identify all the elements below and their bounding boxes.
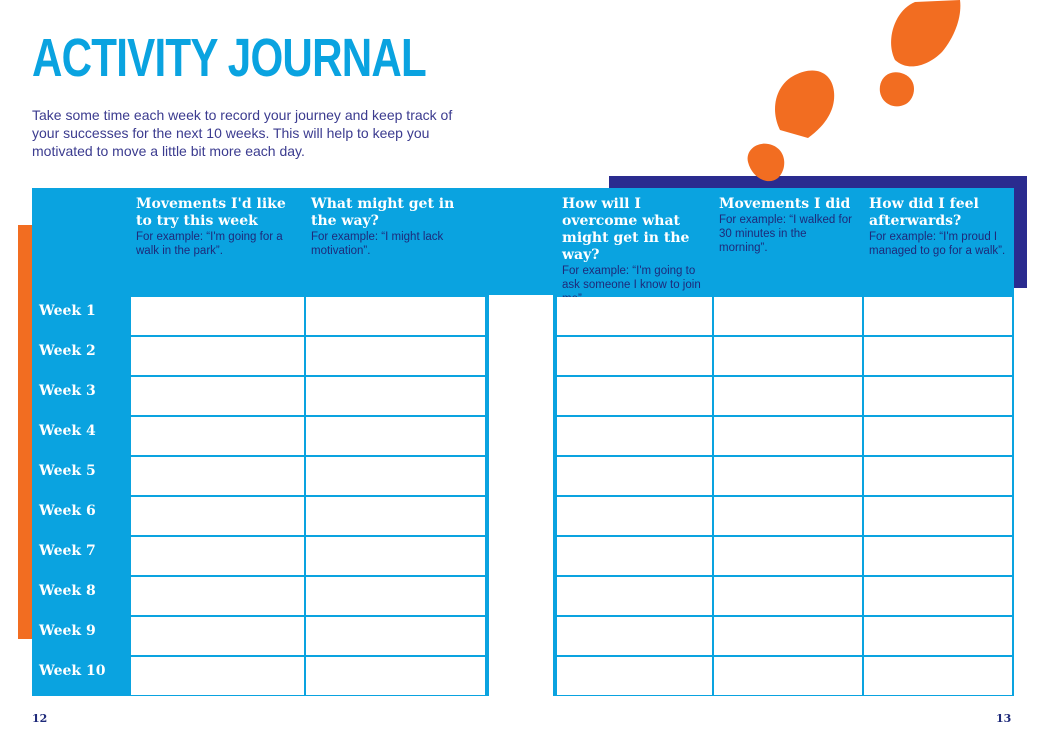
column-header-overcome: How will I overcome what might get in the way? For example: “I'm going to ask someone I know to join <box>557 190 712 295</box>
journal-table-right <box>555 188 1014 696</box>
entry-cell[interactable] <box>864 457 1012 495</box>
entry-cell[interactable] <box>306 497 485 535</box>
entry-cell[interactable] <box>131 577 304 615</box>
week-label: Week 3 <box>34 377 129 415</box>
week-label: Week 6 <box>34 497 129 535</box>
entry-cell[interactable] <box>306 337 485 375</box>
entry-cell[interactable] <box>306 537 485 575</box>
entry-cell[interactable] <box>864 617 1012 655</box>
entry-cell[interactable] <box>864 537 1012 575</box>
week-label: Week 4 <box>34 417 129 455</box>
intro-text: Take some time each week to record your journey and keep track of your successes for the next 10 weeks. This will help to keep you motivated to move a little bit more each day. <box>32 107 453 159</box>
entry-cell[interactable] <box>131 457 304 495</box>
week-label: Week 2 <box>34 337 129 375</box>
page-title: ACTIVITY JOURNAL <box>32 28 426 88</box>
entry-cell[interactable] <box>714 297 862 335</box>
week-label: Week 10 <box>34 657 129 695</box>
entry-cell[interactable] <box>714 417 862 455</box>
entry-cell[interactable] <box>714 337 862 375</box>
entry-cell[interactable] <box>557 417 712 455</box>
entry-cell[interactable] <box>131 297 304 335</box>
entry-cell[interactable] <box>306 657 485 695</box>
entry-cell[interactable] <box>557 377 712 415</box>
entry-cell[interactable] <box>131 537 304 575</box>
entry-cell[interactable] <box>864 337 1012 375</box>
entry-cell[interactable] <box>864 577 1012 615</box>
entry-cell[interactable] <box>864 377 1012 415</box>
journal-table-left <box>32 188 487 696</box>
entry-cell[interactable] <box>306 297 485 335</box>
week-label: Week 7 <box>34 537 129 575</box>
entry-cell[interactable] <box>714 537 862 575</box>
entry-cell[interactable] <box>131 617 304 655</box>
entry-cell[interactable] <box>714 577 862 615</box>
entry-cell[interactable] <box>306 617 485 655</box>
entry-cell[interactable] <box>306 377 485 415</box>
entry-cell[interactable] <box>131 417 304 455</box>
page-number-right: 13 <box>996 712 1012 725</box>
entry-cell[interactable] <box>306 417 485 455</box>
footprints-icon <box>730 0 970 190</box>
entry-cell[interactable] <box>714 377 862 415</box>
entry-cell[interactable] <box>864 417 1012 455</box>
entry-cell[interactable] <box>131 657 304 695</box>
entry-cell[interactable] <box>557 297 712 335</box>
entry-cell[interactable] <box>864 297 1012 335</box>
week-label: Week 1 <box>34 297 129 335</box>
entry-cell[interactable] <box>714 457 862 495</box>
entry-cell[interactable] <box>714 657 862 695</box>
column-header-movements-done: Movements I did For example: “I walked for 30 minutes in the morning”. <box>714 190 862 295</box>
corner-header <box>34 190 129 295</box>
entry-cell[interactable] <box>557 537 712 575</box>
column-header-obstacles: What might get in the way? For example: “I might lack motivation”. <box>306 190 485 295</box>
week-label: Week 5 <box>34 457 129 495</box>
table-gap-column <box>487 188 555 696</box>
entry-cell[interactable] <box>557 337 712 375</box>
entry-cell[interactable] <box>557 657 712 695</box>
entry-cell[interactable] <box>557 617 712 655</box>
entry-cell[interactable] <box>714 497 862 535</box>
entry-cell[interactable] <box>557 577 712 615</box>
week-label: Week 9 <box>34 617 129 655</box>
column-header-movements-to-try: Movements I'd like to try this week For example: “I'm going for a walk in the park”. <box>131 190 304 295</box>
entry-cell[interactable] <box>131 337 304 375</box>
entry-cell[interactable] <box>131 377 304 415</box>
entry-cell[interactable] <box>864 657 1012 695</box>
entry-cell[interactable] <box>714 617 862 655</box>
entry-cell[interactable] <box>131 497 304 535</box>
entry-cell[interactable] <box>864 497 1012 535</box>
column-header-feelings: How did I feel afterwards? For example: “I'm proud I managed to go for a walk”. <box>864 190 1012 295</box>
entry-cell[interactable] <box>557 497 712 535</box>
page-number-left: 12 <box>32 712 48 725</box>
entry-cell[interactable] <box>306 577 485 615</box>
entry-cell[interactable] <box>557 457 712 495</box>
entry-cell[interactable] <box>306 457 485 495</box>
week-label: Week 8 <box>34 577 129 615</box>
